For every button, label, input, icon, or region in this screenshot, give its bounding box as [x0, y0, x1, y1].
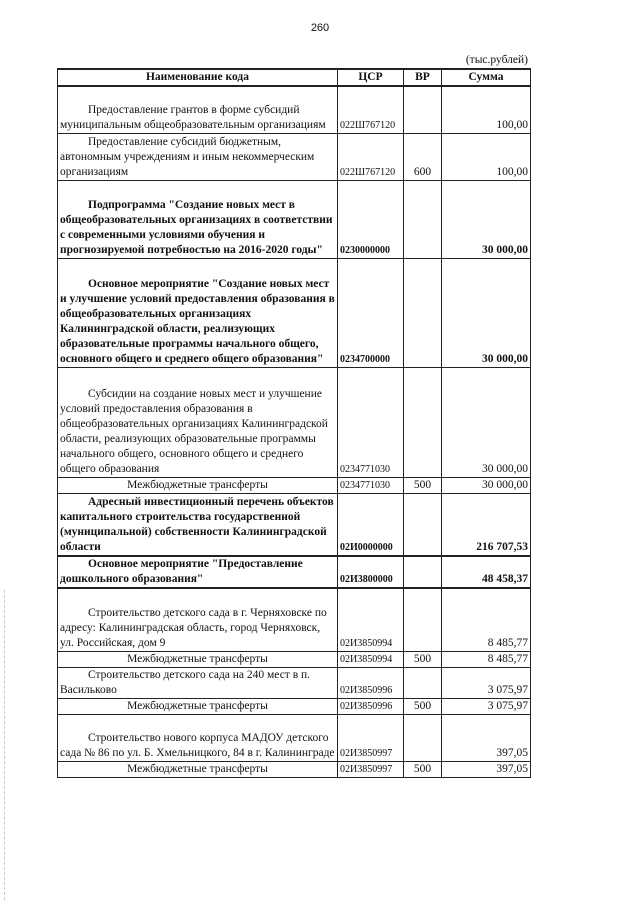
- row-csr: 02И3800000: [338, 556, 404, 588]
- page-number: 260: [310, 22, 330, 34]
- row-sum: 30 000,00: [442, 180, 531, 258]
- table-row: [58, 714, 531, 761]
- row-vr: 600: [404, 133, 442, 180]
- row-name: Предоставление грантов в форме субсидий муниципальным общеобразовательным организациям: [58, 86, 338, 133]
- header-name: Наименование кода: [58, 69, 338, 86]
- row-name: Межбюджетные трансферты: [58, 698, 338, 714]
- row-csr: 02И3850997: [338, 714, 404, 761]
- table-header-row: [58, 69, 531, 86]
- row-vr: [404, 180, 442, 258]
- row-csr: 022Ш767120: [338, 133, 404, 180]
- table-row: [58, 258, 531, 367]
- row-sum: 397,05: [442, 714, 531, 761]
- row-name: Основное мероприятие "Предоставление дошкольного образования": [58, 556, 338, 588]
- table-row: [58, 761, 531, 777]
- row-sum: 30 000,00: [442, 258, 531, 367]
- row-sum: 8 485,77: [442, 651, 531, 667]
- table-row: [58, 133, 531, 180]
- row-name: Межбюджетные трансферты: [58, 761, 338, 777]
- row-sum: 30 000,00: [442, 477, 531, 493]
- row-sum: 8 485,77: [442, 588, 531, 651]
- row-sum: 48 458,37: [442, 556, 531, 588]
- table-row: [58, 667, 531, 698]
- row-sum: 30 000,00: [442, 367, 531, 477]
- row-vr: [404, 367, 442, 477]
- row-vr: 500: [404, 761, 442, 777]
- row-sum: 100,00: [442, 86, 531, 133]
- scan-margin-line: [4, 590, 6, 900]
- row-name: Строительство детского сада в г. Черняховске по адресу: Калининградская область, город Черняховск, ул. Российская, дом 9: [58, 588, 338, 651]
- table-row: [58, 556, 531, 588]
- row-sum: 100,00: [442, 133, 531, 180]
- row-csr: 02И0000000: [338, 493, 404, 556]
- table-row: [58, 588, 531, 651]
- row-vr: [404, 714, 442, 761]
- row-vr: 500: [404, 651, 442, 667]
- row-csr: 0234771030: [338, 367, 404, 477]
- row-vr: [404, 493, 442, 556]
- row-name: Адресный инвестиционный перечень объектов капитального строительства государственной (муниципальной) собственности Калининградской области: [58, 493, 338, 556]
- row-csr: 02И3850996: [338, 698, 404, 714]
- row-name: Строительство детского сада на 240 мест в п. Васильково: [58, 667, 338, 698]
- header-sum: Сумма: [442, 69, 531, 86]
- table-row: [58, 477, 531, 493]
- table-row: [58, 493, 531, 556]
- row-vr: 500: [404, 477, 442, 493]
- table-row: [58, 698, 531, 714]
- header-vr: ВР: [404, 69, 442, 86]
- row-vr: [404, 258, 442, 367]
- row-name: Основное мероприятие "Создание новых мест и улучшение условий предоставления образования в общеобразовательных организациях Калининградской области, реализующих образовательные программы начального общего, основного общего и среднего общего образования": [58, 258, 338, 367]
- table-row: [58, 180, 531, 258]
- row-csr: 022Ш767120: [338, 86, 404, 133]
- units-label: (тыс.рублей): [465, 54, 528, 66]
- row-csr: 02И3850996: [338, 667, 404, 698]
- row-vr: 500: [404, 698, 442, 714]
- row-sum: 3 075,97: [442, 698, 531, 714]
- row-sum: 216 707,53: [442, 493, 531, 556]
- row-name: Межбюджетные трансферты: [58, 651, 338, 667]
- row-csr: 02И3850994: [338, 588, 404, 651]
- table-row: [58, 86, 531, 133]
- row-csr: 0234771030: [338, 477, 404, 493]
- row-csr: 0230000000: [338, 180, 404, 258]
- row-csr: 0234700000: [338, 258, 404, 367]
- row-name: Предоставление субсидий бюджетным, автономным учреждениям и иным некоммерческим организациям: [58, 133, 338, 180]
- row-name: Межбюджетные трансферты: [58, 477, 338, 493]
- row-name: Субсидии на создание новых мест и улучшение условий предоставления образования в общеобразовательных организациях Калининградской области, реализующих образовательные программы начального общего, основного общего и среднего общего образования: [58, 367, 338, 477]
- table-row: [58, 651, 531, 667]
- table-row: [58, 367, 531, 477]
- row-vr: [404, 588, 442, 651]
- row-name: Строительство нового корпуса МАДОУ детского сада № 86 по ул. Б. Хмельницкого, 84 в г. Калининграде: [58, 714, 338, 761]
- row-sum: 397,05: [442, 761, 531, 777]
- row-vr: [404, 667, 442, 698]
- row-sum: 3 075,97: [442, 667, 531, 698]
- row-csr: 02И3850994: [338, 651, 404, 667]
- row-csr: 02И3850997: [338, 761, 404, 777]
- row-vr: [404, 86, 442, 133]
- row-name: Подпрограмма "Создание новых мест в общеобразовательных организациях в соответствии с современными условиями обучения и прогнозируемой потребностью на 2016-2020 годы": [58, 180, 338, 258]
- row-vr: [404, 556, 442, 588]
- header-csr: ЦСР: [338, 69, 404, 86]
- budget-table: [57, 68, 531, 778]
